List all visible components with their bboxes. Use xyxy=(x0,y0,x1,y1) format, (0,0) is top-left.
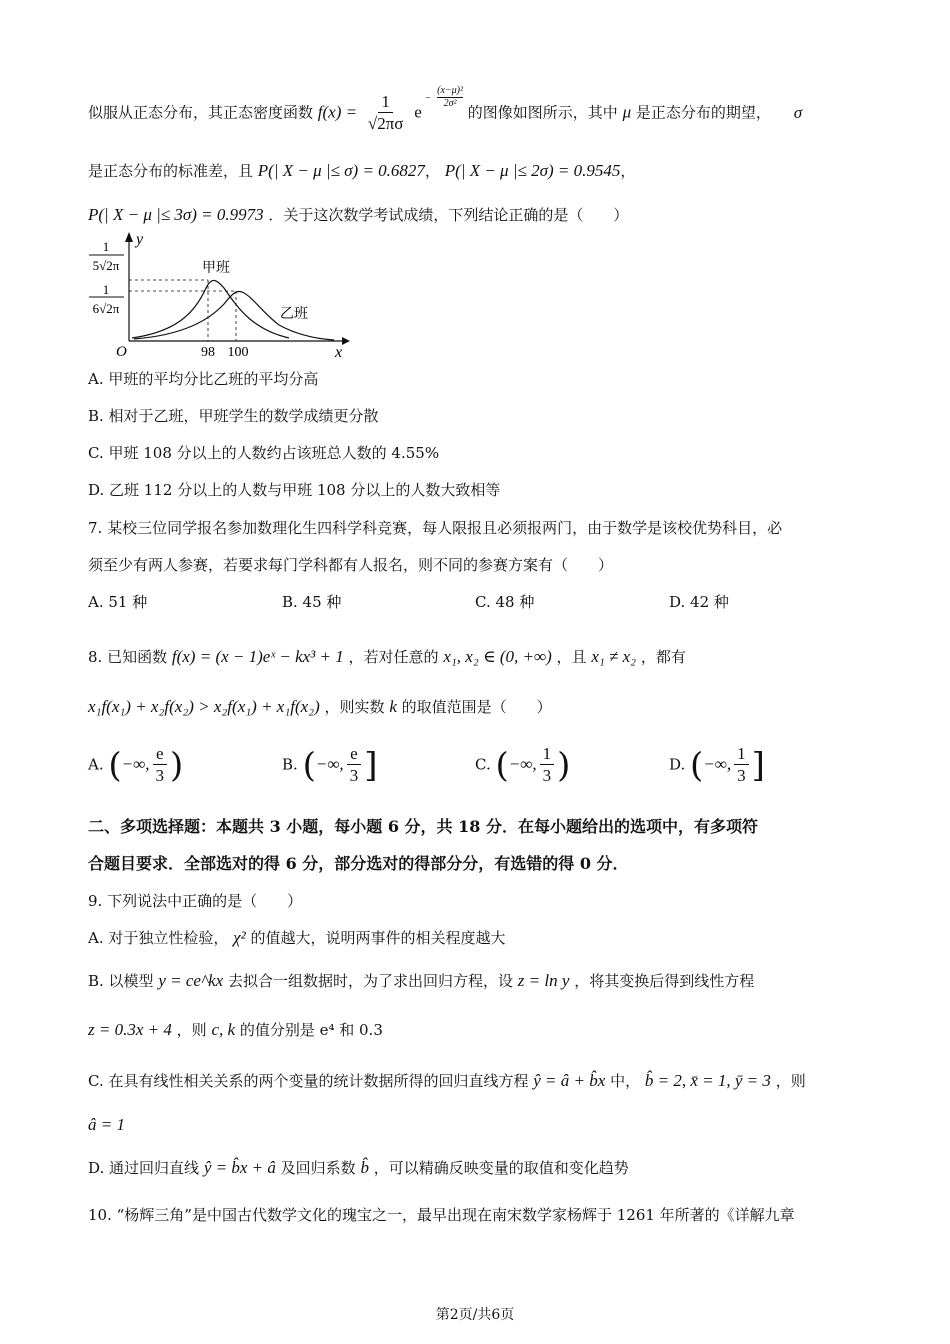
q8-option-d: D. (−∞, $\frac{1}{3}$ ] xyxy=(669,744,765,786)
density-function-lhs: f(x) = xyxy=(317,102,358,122)
q6-option-c: C. 甲班 108 分以上的人数约占该班总人数的 4.55% xyxy=(88,444,440,462)
q8-line-1: 8. 已知函数 f(x) = (x − 1)eˣ − kx³ + 1 ，若对任意的 x₁, x₂ ∈ (0, +∞) ，且 x₁ ≠ x₂ ，都有 xyxy=(88,647,686,666)
probability-1: P(| X − μ |≤ σ) = 0.6827 xyxy=(257,161,425,180)
q7-option-a: A. 51 种 xyxy=(88,593,148,611)
q6-line-3: P(| X − μ |≤ 3σ) = 0.9973 ．关于这次数学考试成绩，下列结论正确的是（ ） xyxy=(88,205,629,224)
exponent: − $\frac{\text{(x−μ)²}}{\text{2σ²}}$ xyxy=(424,84,463,109)
x-tick-98: 98 xyxy=(201,345,215,360)
section-2-heading-line-1: 二、多项选择题：本题共 3 小题，每小题 6 分，共 18 分．在每小题给出的选项中，有多项符 xyxy=(88,817,758,836)
q9-option-d: D. 通过回归直线 ŷ = b̂x + â 及回归系数 b̂ ，可以精确反映变量的取值和变化趋势 xyxy=(88,1158,629,1177)
q9-option-c-line-1: C. 在具有线性相关关系的两个变量的统计数据所得的回归直线方程 ŷ = â + b̂x 中， b̂ = 2, x̄ = 1, ȳ = 3 ，则 xyxy=(88,1071,806,1090)
page-number: 第2页/共6页 xyxy=(435,1307,515,1323)
q6-line-2: 是正态分布的标准差，且 P(| X − μ |≤ σ) = 0.6827， P(| X − μ |≤ 2σ) = 0.9545， xyxy=(88,161,636,180)
y-tick-1-num: 1 xyxy=(102,239,110,254)
q9-stem: 9. 下列说法中正确的是（ ） xyxy=(88,892,303,910)
q6-option-d: D. 乙班 112 分以上的人数与甲班 108 分以上的人数大致相等 xyxy=(88,481,501,499)
normal-distribution-graph xyxy=(84,230,354,365)
q8-option-a: A. (−∞, $\frac{e}{3}$ ) xyxy=(88,744,184,786)
x-axis-label: x xyxy=(335,344,343,361)
q7-option-d: D. 42 种 xyxy=(669,593,729,611)
y-axis-label: y xyxy=(136,231,144,248)
q9-option-b-line-1: B. 以模型 y = ce^kx 去拟合一组数据时，为了求出回归方程，设 z = ln y ，将其变换后得到线性方程 xyxy=(88,971,755,990)
y-tick-2-num: 1 xyxy=(102,282,110,297)
q9-option-c-line-2: â = 1 xyxy=(88,1115,125,1134)
exp-base: e xyxy=(414,102,422,122)
q6-option-b: B. 相对于乙班，甲班学生的数学成绩更分散 xyxy=(88,407,379,425)
q9-option-a: A. 对于独立性检验， χ² 的值越大，说明两事件的相关程度越大 xyxy=(88,928,506,947)
q7-option-b: B. 45 种 xyxy=(282,593,342,611)
q7-line-1: 7. 某校三位同学报名参加数理化生四科学科竞赛，每人限报且必须报两门，由于数学是该校优势科目，必 xyxy=(88,519,783,537)
y-tick-2-den: 6√2π xyxy=(92,301,120,316)
q7-line-2: 须至少有两人参赛，若要求每门学科都有人报名，则不同的参赛方案有（ ） xyxy=(88,556,614,574)
q8-line-2: x₁f(x₁) + x₂f(x₂) > x₂f(x₁) + x₁f(x₂) ，则实数 k 的取值范围是（ ） xyxy=(88,697,552,716)
probability-3: P(| X − μ |≤ 3σ) = 0.9973 xyxy=(88,205,264,224)
q8-domain: x₁, x₂ ∈ (0, +∞) xyxy=(443,647,552,666)
x-axis-arrow xyxy=(342,337,350,345)
q10-line-1: 10. “杨辉三角”是中国古代数学文化的瑰宝之一，最早出现在南宋数学家杨辉于 1261 年所著的《详解九章 xyxy=(88,1206,795,1224)
q7-option-c: C. 48 种 xyxy=(475,593,535,611)
q8-option-b: B. (−∞, $\frac{e}{3}$ ] xyxy=(282,744,378,786)
y-axis-arrow xyxy=(125,232,133,242)
section-2-heading-line-2: 合题目要求．全部选对的得 6 分，部分选对的得部分分，有选错的得 0 分． xyxy=(88,854,629,873)
curve-yi-label: 乙班 xyxy=(280,307,308,322)
q9-option-b-line-2: z = 0.3x + 4 ，则 c, k 的值分别是 e⁴ 和 0.3 xyxy=(88,1020,383,1039)
q8-inequality: x₁f(x₁) + x₂f(x₂) > x₂f(x₁) + x₁f(x₂) xyxy=(88,697,320,716)
curve-jia xyxy=(132,280,289,338)
q8-option-c: C. (−∞, $\frac{1}{3}$ ) xyxy=(475,744,571,786)
q6-text: 似服从正态分布，其正态密度函数 xyxy=(88,103,314,122)
q6-option-a: A. 甲班的平均分比乙班的平均分高 xyxy=(88,370,319,388)
curve-jia-label: 甲班 xyxy=(202,261,230,276)
origin-label: O xyxy=(116,344,127,360)
q8-function: f(x) = (x − 1)eˣ − kx³ + 1 xyxy=(171,647,344,666)
x-tick-100: 100 xyxy=(227,345,249,360)
probability-2: P(| X − μ |≤ 2σ) = 0.9545 xyxy=(444,161,621,180)
density-fraction: $\frac{1}{√2\pi\sigma}$ xyxy=(367,92,404,133)
y-tick-1-den: 5√2π xyxy=(92,258,120,273)
q6-line-1: 似服从正态分布，其正态密度函数 f(x) = $\frac{1}{√2\pi\sigma}$ e − $\frac{\text{(x−μ)²}}{\text{2σ²}}$ 的图像如图所示，其中 μ 是正态分布的期望， σ xyxy=(88,92,802,135)
